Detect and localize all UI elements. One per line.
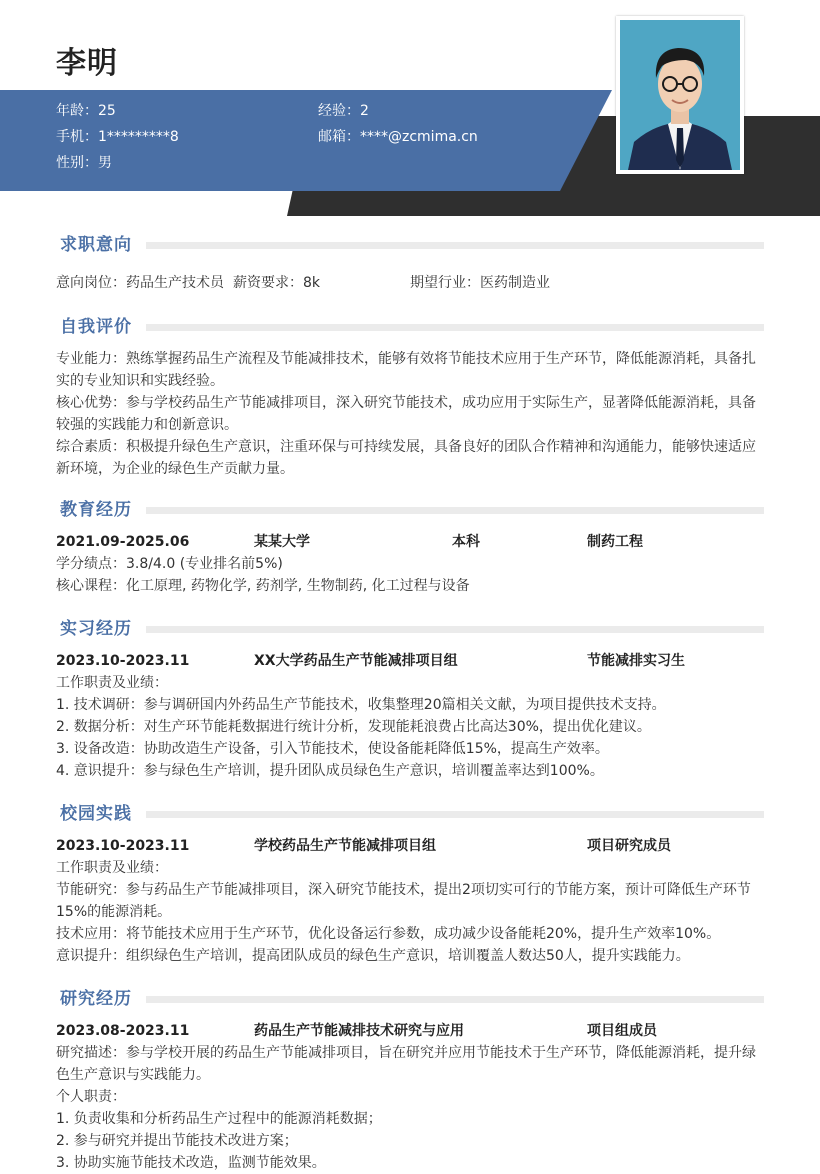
campus-line: 节能研究：参与药品生产节能减排项目，深入研究节能技术，提出2项切实可行的节能方案，预计可降低生产环节15%的能源消耗。 <box>56 882 751 920</box>
section-title: 研究经历 <box>60 989 132 1009</box>
research-line: 1. 负责收集和分析药品生产过程中的能源消耗数据； <box>56 1111 382 1127</box>
self-eval-paragraph: 综合素质：积极提升绿色生产意识，注重环保与可持续发展，具备良好的团队合作精神和沟通能力，能够快速适应新环境，为企业的绿色生产贡献力量。 <box>56 439 756 477</box>
campus-org: 学校药品生产节能减排项目组 <box>254 838 436 854</box>
section-divider <box>146 507 764 514</box>
intent-salary: 薪资要求：8k <box>233 275 321 291</box>
section-title: 求职意向 <box>60 235 132 255</box>
experience-info: 经验：2 <box>318 103 369 119</box>
internship-line: 1. 技术调研：参与调研国内外药品生产节能技术，收集整理20篇相关文献，为项目提供技术支持。 <box>56 697 666 713</box>
research-project: 药品生产节能减排技术研究与应用 <box>254 1023 464 1039</box>
section-title: 实习经历 <box>60 619 132 639</box>
research-line: 个人职责： <box>56 1089 126 1105</box>
section-self-evaluation <box>56 314 764 480</box>
campus-line: 意识提升：组织绿色生产培训，提高团队成员的绿色生产意识，培训覆盖人数达50人，提升实践能力。 <box>56 948 690 964</box>
internship-period: 2023.10-2023.11 <box>56 653 190 669</box>
internship-line: 4. 意识提升：参与绿色生产培训，提升团队成员绿色生产意识，培训覆盖率达到100%。 <box>56 763 604 779</box>
section-education <box>56 497 764 597</box>
section-divider <box>146 996 764 1003</box>
section-campus-practice <box>56 801 764 967</box>
research-line: 研究描述：参与学校开展的药品生产节能减排项目，旨在研究并应用节能技术于生产环节，降低能源消耗，提升绿色生产意识与实践能力。 <box>56 1045 756 1083</box>
self-eval-paragraph: 专业能力：熟练掌握药品生产流程及节能减排技术，能够有效将节能技术应用于生产环节，降低能源消耗，具备扎实的专业知识和实践经验。 <box>56 351 756 389</box>
research-role: 项目组成员 <box>587 1023 657 1039</box>
research-line: 3. 协助实施节能技术改造，监测节能效果。 <box>56 1155 326 1171</box>
internship-role: 节能减排实习生 <box>587 653 685 669</box>
campus-period: 2023.10-2023.11 <box>56 838 190 854</box>
candidate-name: 李明 <box>56 46 118 81</box>
campus-line: 工作职责及业绩： <box>56 860 168 876</box>
section-title: 校园实践 <box>60 804 132 824</box>
email-info: 邮箱：****@zcmima.cn <box>318 129 478 145</box>
internship-line: 工作职责及业绩： <box>56 675 168 691</box>
education-major: 制药工程 <box>587 534 643 550</box>
section-job-intent <box>56 232 764 294</box>
phone-info: 手机：1*********8 <box>56 129 179 145</box>
education-degree: 本科 <box>452 534 480 550</box>
research-line: 2. 参与研究并提出节能技术改进方案； <box>56 1133 298 1149</box>
campus-line: 技术应用：将节能技术应用于生产环节，优化设备运行参数，成功减少设备能耗20%，提升生产效率10%。 <box>56 926 721 942</box>
age-info: 年龄：25 <box>56 103 116 119</box>
internship-line: 2. 数据分析：对生产环节能耗数据进行统计分析，发现能耗浪费占比高达30%，提出优化建议。 <box>56 719 651 735</box>
section-divider <box>146 242 764 249</box>
research-period: 2023.08-2023.11 <box>56 1023 190 1039</box>
profile-photo-frame <box>616 16 744 174</box>
profile-photo <box>620 20 740 170</box>
section-internship <box>56 616 764 782</box>
section-divider <box>146 626 764 633</box>
section-research <box>56 986 764 1174</box>
intent-position: 意向岗位：药品生产技术员 <box>56 275 224 291</box>
section-title: 自我评价 <box>60 317 132 337</box>
campus-role: 项目研究成员 <box>587 838 671 854</box>
education-detail: 核心课程：化工原理, 药物化学, 药剂学, 生物制药, 化工过程与设备 <box>56 578 470 594</box>
intent-industry: 期望行业：医药制造业 <box>410 275 550 291</box>
education-period: 2021.09-2025.06 <box>56 534 190 550</box>
section-title: 教育经历 <box>60 500 132 520</box>
section-divider <box>146 324 764 331</box>
education-school: 某某大学 <box>254 534 310 550</box>
internship-org: XX大学药品生产节能减排项目组 <box>254 653 458 669</box>
gender-info: 性别：男 <box>56 155 112 171</box>
education-detail: 学分绩点：3.8/4.0 (专业排名前5%) <box>56 556 283 572</box>
self-eval-paragraph: 核心优势：参与学校药品生产节能减排项目，深入研究节能技术，成功应用于实际生产，显著降低能源消耗，具备较强的实践能力和创新意识。 <box>56 395 756 433</box>
internship-line: 3. 设备改造：协助改造生产设备，引入节能技术，使设备能耗降低15%，提高生产效率。 <box>56 741 609 757</box>
section-divider <box>146 811 764 818</box>
